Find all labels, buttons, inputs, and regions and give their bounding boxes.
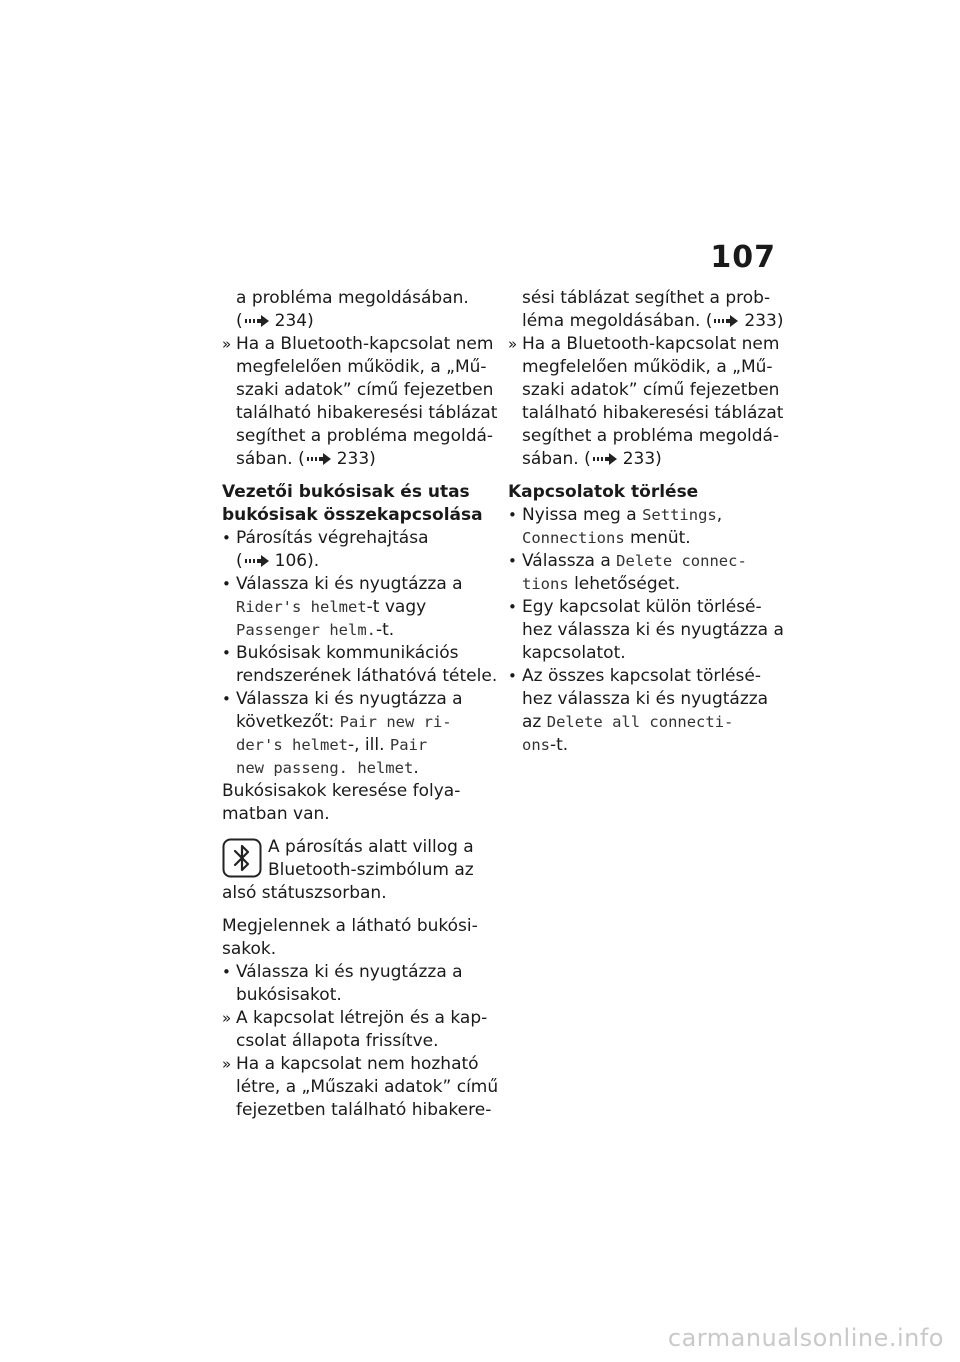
result-item: » Ha a Bluetooth-kapcsolat nem megfelelően működik, a „Mű- szaki adatok” című fejezetben található hibakeresési táblázat segíthet a probléma megoldá- sában. ( 233) [508,334,784,469]
paragraph: Megjelennek a látható bukósi- sakok. [222,916,478,959]
bullet-item: • Válassza ki és nyugtázza a következőt: Pair new ri- der's helmet-, ill. Pair new passeng. helmet. [222,689,463,778]
arrow-reference-icon [593,453,619,465]
bullet-item: • Nyissa meg a Settings, Connections menüt. [508,505,723,548]
watermark: carmanualsonline.info [667,1324,944,1352]
bullet-item: • Válassza ki és nyugtázza a bukósisakot. [222,962,463,1005]
result-item: » A kapcsolat létrejön és a kap- csolat állapota frissítve. [222,1008,488,1051]
bullet-item: • Bukósisak kommunikációs rendszerének láthatóvá tétele. [222,643,498,686]
left-column: a probléma megoldásában. ( 234) » Ha a Bluetooth-kapcsolat nem megfelelően működik, a „Mű- szaki adatok” című fejezetben található hibakeresési táblázat segíthet a probléma megoldá- sában. ( 233) Vezetői bukósisak és utas bukósisak összekapcsolása • Párosítás végrehajtása ( 106). • Válassza ki és nyugtázza a Rider's helmet-t vagy Passenger helm.-t. • Bukósisak kommunikációs rendszerének láthatóvá tétele. • Válassza ki és nyugtázza a következőt: Pair new ri- der's helmet-, ill. Pair new passeng. helmet. Bukósisakok keresése folya- matban van. A párosítás alatt villog a Bluetooth-szimbólum az alsó státuszsorban. Megjelennek a látható bukósi- sakok. • Válassza ki és nyugtázza a bukósisakot. » A kapcsolat létrejön és a kap- csolat állapota frissítve. » Ha a kapcsolat nem hozható létre, a „Műszaki adatok” című fejezetben található hibakere- [222,288,499,1120]
section-heading: Kapcsolatok törlése [508,482,699,502]
right-column: sési táblázat segíthet a prob- léma megoldásában. ( 233) » Ha a Bluetooth-kapcsolat nem megfelelően működik, a „Mű- szaki adatok” című fejezetben található hibakeresési táblázat segíthet a probléma megoldá- sában. ( 233) Kapcsolatok törlése • Nyissa meg a Settings, Connections menüt. • Válassza a Delete connec- tions lehetőséget. • Egy kapcsolat külön törlésé- hez válassza ki és nyugtázza a kapcsolatot. • Az összes kapcsolat törlésé- hez válassza ki és nyugtázza az Delete all connecti- ons-t. [508,288,784,755]
result-item: » Ha a Bluetooth-kapcsolat nem megfelelően működik, a „Mű- szaki adatok” című fejezetben található hibakeresési táblázat segíthet a probléma megoldá- sában. ( 233) [222,334,498,469]
result-item: » Ha a kapcsolat nem hozható létre, a „Műszaki adatok” című fejezetben található hibakere- [222,1054,499,1120]
bluetooth-icon [222,838,262,878]
bullet-item: • Párosítás végrehajtása ( 106). [222,528,429,571]
arrow-reference-icon [245,315,271,327]
arrow-reference-icon [714,315,740,327]
bullet-item: • Válassza ki és nyugtázza a Rider's helmet-t vagy Passenger helm.-t. [222,574,463,640]
page-number: 107 [710,240,776,275]
bluetooth-note: A párosítás alatt villog a Bluetooth-szimbólum az [222,836,494,906]
arrow-reference-icon [307,453,333,465]
arrow-reference-icon [245,555,271,567]
paragraph: Bukósisakok keresése folya- matban van. [222,781,461,824]
bullet-item: • Az összes kapcsolat törlésé- hez válassza ki és nyugtázza az Delete all connecti- ons-t. [508,666,769,755]
bullet-item: • Válassza a Delete connec- tions lehetőséget. [508,551,747,594]
section-heading: Vezetői bukósisak és utas bukósisak összekapcsolása [222,482,483,525]
bullet-item: • Egy kapcsolat külön törlésé- hez válassza ki és nyugtázza a kapcsolatot. [508,597,784,663]
